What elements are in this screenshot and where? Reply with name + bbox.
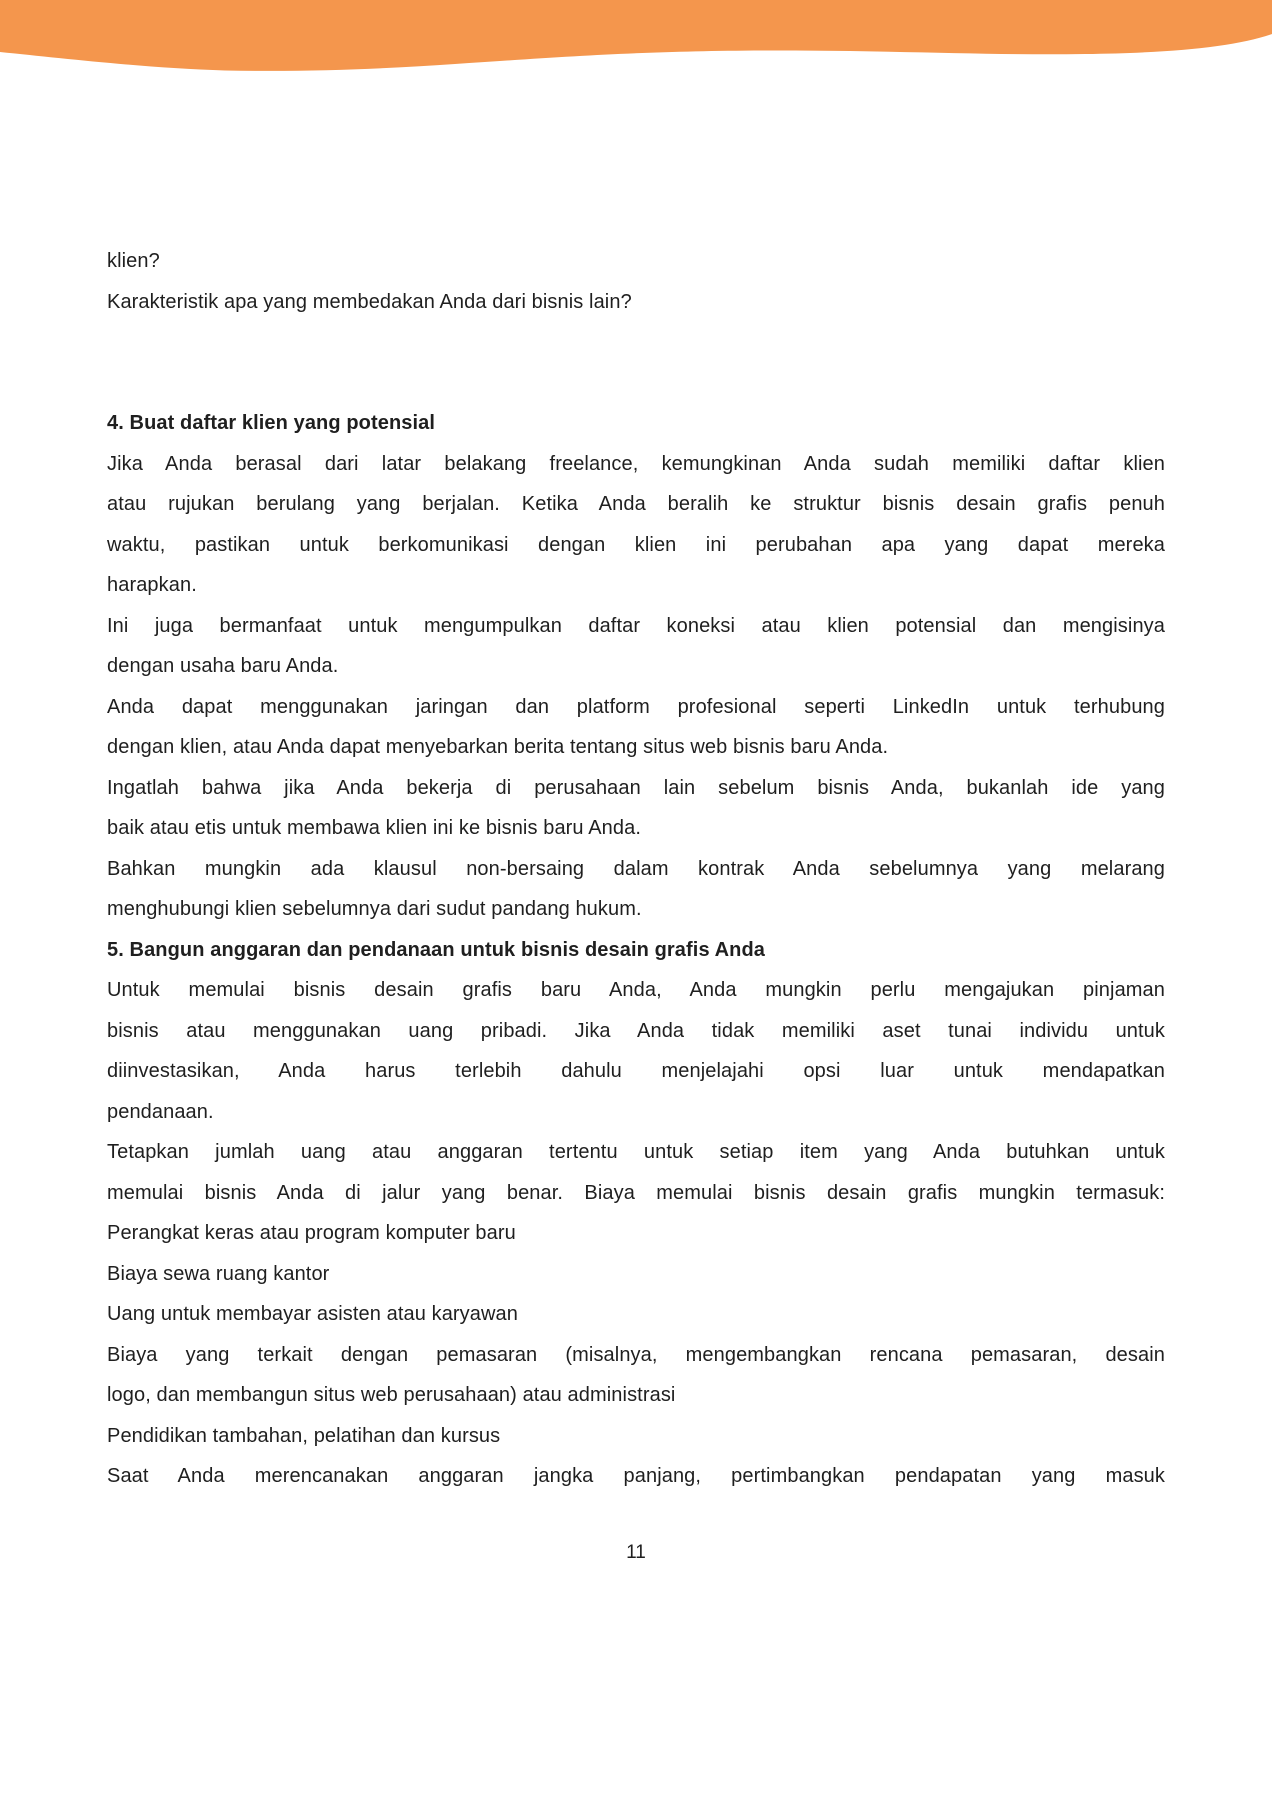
header-wave-path: [0, 0, 1272, 71]
text-line: memulai bisnis Anda di jalur yang benar. Biaya memulai bisnis desain grafis mungkin termasuk:: [107, 1181, 1165, 1204]
text-line: Bahkan mungkin ada klausul non-bersaing dalam kontrak Anda sebelumnya yang melarang: [107, 857, 1165, 880]
section-heading: 4. Buat daftar klien yang potensial: [107, 412, 436, 434]
text-line: logo, dan membangun situs web perusahaan) atau administrasi: [107, 1384, 676, 1406]
text-line: Perangkat keras atau program komputer baru: [107, 1222, 516, 1244]
text-line: harapkan.: [107, 574, 197, 596]
text-line: Anda dapat menggunakan jaringan dan platform profesional seperti LinkedIn untuk terhubung: [107, 695, 1165, 718]
text-line: Uang untuk membayar asisten atau karyawan: [107, 1303, 518, 1325]
text-line: Tetapkan jumlah uang atau anggaran tertentu untuk setiap item yang Anda butuhkan untuk: [107, 1141, 1165, 1163]
text-line: baik atau etis untuk membawa klien ini ke bisnis baru Anda.: [107, 817, 641, 839]
text-line: Ini juga bermanfaat untuk mengumpulkan daftar koneksi atau klien potensial dan mengisinya: [107, 614, 1165, 637]
text-line: [107, 322, 1165, 363]
text-line: Biaya sewa ruang kantor: [107, 1262, 330, 1285]
text-line: Untuk memulai bisnis desain grafis baru Anda, Anda mungkin perlu mengajukan pinjaman: [107, 979, 1165, 1001]
header-wave-decoration: [0, 0, 1272, 90]
text-line: klien?: [107, 250, 160, 272]
text-line: menghubungi klien sebelumnya dari sudut pandang hukum.: [107, 898, 642, 920]
text-line: Pendidikan tambahan, pelatihan dan kursus: [107, 1424, 501, 1447]
text-line: Biaya yang terkait dengan pemasaran (misalnya, mengembangkan rencana pemasaran, desain: [107, 1343, 1165, 1366]
text-line: [107, 363, 1165, 404]
text-line: Saat Anda merencanakan anggaran jangka panjang, pertimbangkan pendapatan yang masuk: [107, 1465, 1165, 1487]
text-line: dengan klien, atau Anda dapat menyebarkan berita tentang situs web bisnis baru Anda.: [107, 736, 889, 758]
text-line: atau rujukan berulang yang berjalan. Ketika Anda beralih ke struktur bisnis desain grafis penuh: [107, 493, 1165, 515]
section-heading: 5. Bangun anggaran dan pendanaan untuk bisnis desain grafis Anda: [107, 938, 765, 961]
text-line: Jika Anda berasal dari latar belakang freelance, kemungkinan Anda sudah memiliki daftar klien: [107, 452, 1165, 475]
text-line: waktu, pastikan untuk berkomunikasi dengan klien ini perubahan apa yang dapat mereka: [107, 533, 1165, 556]
document-body: [107, 241, 1165, 1497]
text-line: bisnis atau menggunakan uang pribadi. Jika Anda tidak memiliki aset tunai individu untuk: [107, 1019, 1165, 1042]
text-line: diinvestasikan, Anda harus terlebih dahulu menjelajahi opsi luar untuk mendapatkan: [107, 1060, 1165, 1082]
text-line: Ingatlah bahwa jika Anda bekerja di perusahaan lain sebelum bisnis Anda, bukanlah ide yang: [107, 776, 1165, 799]
text-line: Karakteristik apa yang membedakan Anda dari bisnis lain?: [107, 290, 632, 313]
page-number-label: 11: [626, 1542, 646, 1563]
text-line: pendanaan.: [107, 1100, 214, 1123]
text-line: dengan usaha baru Anda.: [107, 655, 339, 677]
